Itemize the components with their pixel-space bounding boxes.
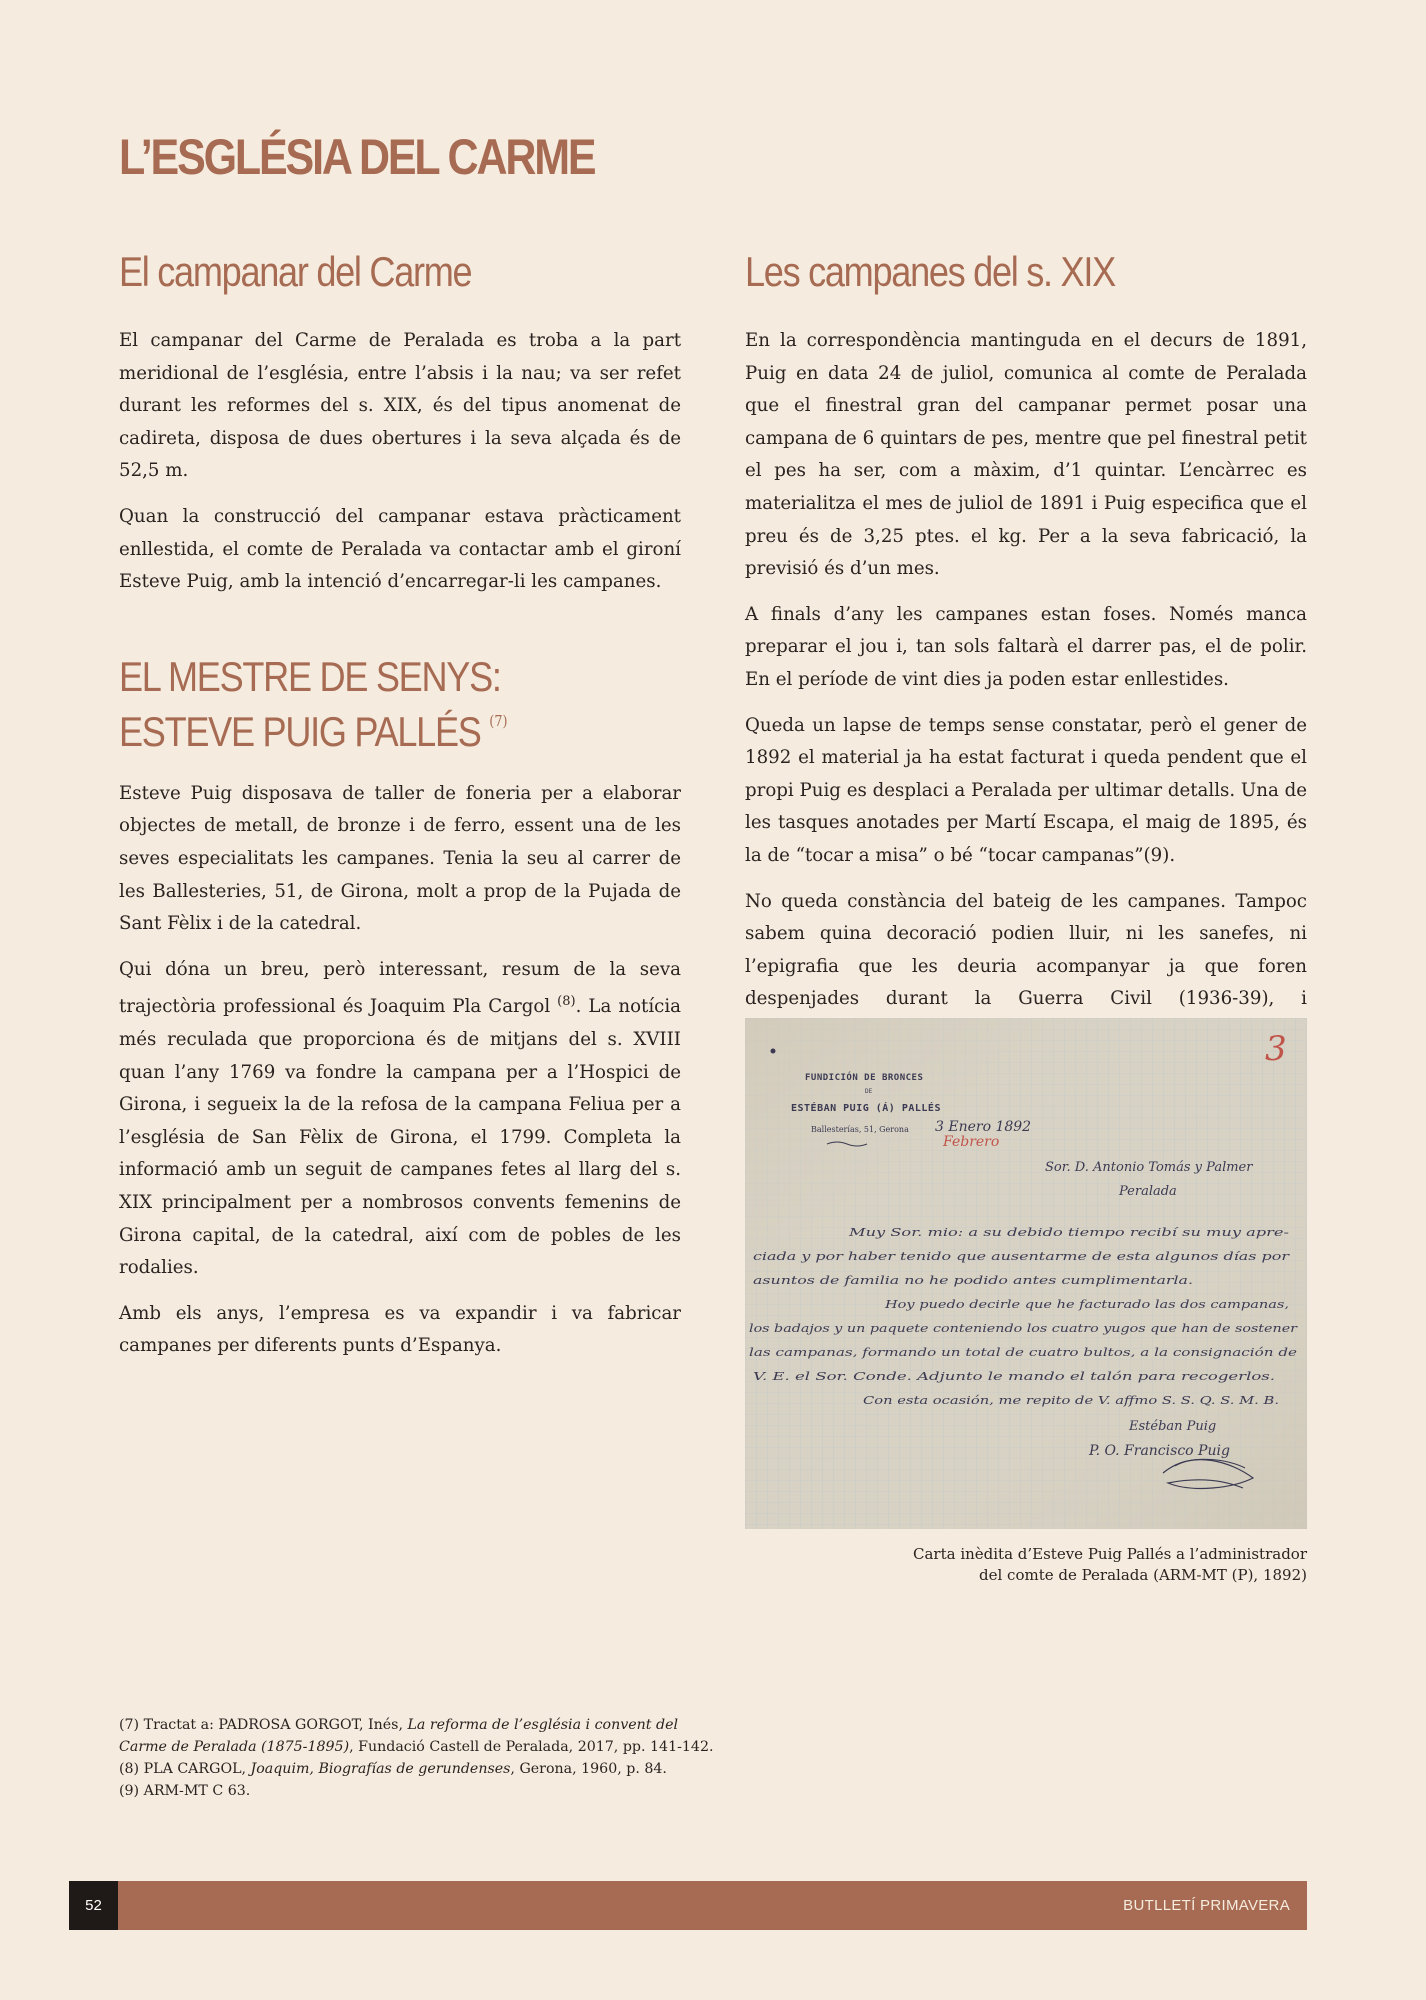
letter-body-line: Con esta ocasión, me repito de V. affmo S. S. Q. S. M. B. bbox=[863, 1393, 1279, 1407]
footnote-text: (7) Tractat a: PADROSA GORGOT, Inés, bbox=[119, 1717, 408, 1733]
paragraph: A finals d’any les campanes estan foses. Només manca preparar el jou i, tan sols faltarà el darrer pas, el de polir. En el període de vint dies ja poden estar enllestides. bbox=[745, 603, 1307, 690]
page-title: L’ESGLÉSIA DEL CARME bbox=[119, 129, 595, 185]
letterhead: Ballesterías, 51, Gerona bbox=[811, 1125, 909, 1134]
footnote-title: La reforma de l’església i convent del bbox=[407, 1717, 679, 1733]
section-heading-campanes: Les campanes del s. XIX bbox=[745, 248, 1115, 295]
paragraph: Esteve Puig disposava de taller de foneria per a elaborar objectes de metall, de bronze i de ferro, essent una de les seves especialitats les campanes. Tenia la seu al carrer de les Ballesteries, 51, de Girona, molt a prop de la Pujada de Sant Fèlix i de la catedral. bbox=[119, 782, 681, 935]
footnotes bbox=[119, 1714, 739, 1802]
footnote-7 bbox=[119, 1714, 739, 1736]
letter-addressee: Sor. D. Antonio Tomás y Palmer bbox=[1045, 1160, 1253, 1175]
letter-addressee: Peralada bbox=[1119, 1184, 1177, 1199]
right-column bbox=[745, 245, 1307, 1061]
heading-line: EL MESTRE DE SENYS: bbox=[119, 652, 501, 700]
letter-signature: Estéban Puig bbox=[1129, 1419, 1217, 1434]
paragraph bbox=[119, 954, 681, 1285]
section-heading-mestre-de-senys bbox=[119, 652, 602, 755]
footnote-text: , Gerona, 1960, p. 84. bbox=[510, 1761, 667, 1777]
page-number: 52 bbox=[69, 1881, 118, 1930]
footnote-8 bbox=[119, 1758, 739, 1780]
paragraph: No queda constància del bateig de les campanes. Tampoc sabem quina decoració podien lluir, ni les sanefes, ni l’epigrafia que les deuria acompanyar ja que foren despenjades durant la Guerra Civil (1936-39), i bbox=[745, 890, 1307, 1010]
figure-caption bbox=[745, 1544, 1307, 1586]
paragraph: El campanar del Carme de Peralada es troba a la part meridional de l’església, entre l’absis i la nau; va ser refet durant les reformes del s. XIX, és del tipus anomenat de cadireta, disposa de dues obertures i la seva alçada és de 52,5 m. bbox=[119, 330, 681, 482]
letter-page-mark: 3 bbox=[1265, 1029, 1287, 1069]
footnote-7-cont bbox=[119, 1736, 739, 1758]
letter-date: 3 Enero 1892 bbox=[935, 1119, 1032, 1135]
footer-bar bbox=[69, 1881, 1307, 1930]
letter-body-line: las campanas, formando un total de cuatro bultos, a la consignación de bbox=[749, 1345, 1298, 1359]
paragraph: Queda un lapse de temps sense constatar, però el gener de 1892 el material ja ha estat facturat i queda pendent que el propi Puig es desplaci a Peralada per ultimar detalls. Una de les tasques anotades per Martí Escapa, el maig de 1895, és la de “tocar a misa” o bé “tocar campanas”(9). bbox=[745, 714, 1307, 866]
letter-body-line: los badajos y un paquete conteniendo los cuatro yugos que han de sostener bbox=[749, 1321, 1299, 1335]
letter-image bbox=[745, 1018, 1307, 1529]
footnote-title: Joaquim, Biografías de gerundenses bbox=[250, 1761, 511, 1777]
caption-line: del comte de Peralada (ARM-MT (P), 1892) bbox=[979, 1566, 1307, 1584]
heading-line: ESTEVE PUIG PALLÉS bbox=[119, 707, 481, 755]
letter-body-line: V. E. el Sor. Conde. Adjunto le mando el talón para recogerlos. bbox=[753, 1369, 1275, 1383]
footer-label: BUTLLETÍ PRIMAVERA bbox=[1123, 1897, 1290, 1914]
letterhead: ESTÉBAN PUIG (Á) PALLÉS bbox=[791, 1103, 941, 1114]
footnote-text: , Fundació Castell de Peralada, 2017, pp. 141-142. bbox=[349, 1739, 714, 1755]
paragraph: En la correspondència mantinguda en el decurs de 1891, Puig en data 24 de juliol, comunica al comte de Peralada que el finestral gran del campanar permet posar una campana de 6 quintars de pes, mentre que pel finestral petit el pes ha ser, com a màxim, d’1 quintar. L’encàrrec es materialitza el mes de juliol de 1891 i Puig especifica que el preu és de 3,25 ptes. el kg. Per a la seva fabricació, la previsió és d’un mes. bbox=[745, 330, 1307, 580]
paragraph-text: Qui dóna un breu, però interessant, resum de la seva trajectòria professional és Joaquim Pla Cargol bbox=[119, 958, 681, 1018]
paragraph-text: . La notícia més reculada que proporciona és de mitjans del s. XVIII quan l’any 1769 va fondre la campana per a l’Hospici de Girona, i segueix la de la refosa de la campana Feliua per a l’església de San Fèlix de Girona, el 1799. Completa la informació amb un seguit de campanes fetes al llarg del s. XIX principalment per a nombrosos convents femenins de Girona capital, de la catedral, així com de pobles de les rodalies. bbox=[119, 996, 681, 1279]
letter-signature: P. O. Francisco Puig bbox=[1089, 1443, 1230, 1459]
section-heading-campanar: El campanar del Carme bbox=[119, 248, 472, 295]
footnote-title: Carme de Peralada (1875-1895) bbox=[119, 1739, 350, 1755]
caption-line: Carta inèdita d’Esteve Puig Pallés a l’administrador bbox=[912, 1545, 1307, 1563]
letter-body-line: Hoy puedo decirle que he facturado las dos campanas, bbox=[883, 1297, 1289, 1311]
letter-date-correction: Febrero bbox=[943, 1134, 1000, 1150]
letterhead: FUNDICIÓN DE BRONCES bbox=[805, 1073, 924, 1083]
paragraph: Quan la construcció del campanar estava pràcticament enllestida, el comte de Peralada va contactar amb el gironí Esteve Puig, amb la intenció d’encarregar-li les campanes. bbox=[119, 505, 681, 593]
paragraph: Amb els anys, l’empresa es va expandir i va fabricar campanes per diferents punts d’Espanya. bbox=[119, 1302, 681, 1357]
footnote-9: (9) ARM-MT C 63. bbox=[119, 1783, 251, 1799]
footnote-text: (8) PLA CARGOL, bbox=[119, 1761, 251, 1777]
footnote-ref: (8) bbox=[557, 994, 576, 1010]
letter-body-line: Muy Sor. mio: a su debido tiempo recibí su muy apre- bbox=[847, 1225, 1290, 1239]
left-column bbox=[119, 245, 681, 1376]
footnote-ref: (7) bbox=[489, 711, 508, 730]
letter-body-line: asuntos de familia no he podido antes cumplimentarla. bbox=[753, 1273, 1193, 1287]
letterhead: DE bbox=[865, 1088, 873, 1095]
letter-body-line: ciada y por haber tenido que ausentarme de esta algunos días por bbox=[753, 1249, 1292, 1263]
